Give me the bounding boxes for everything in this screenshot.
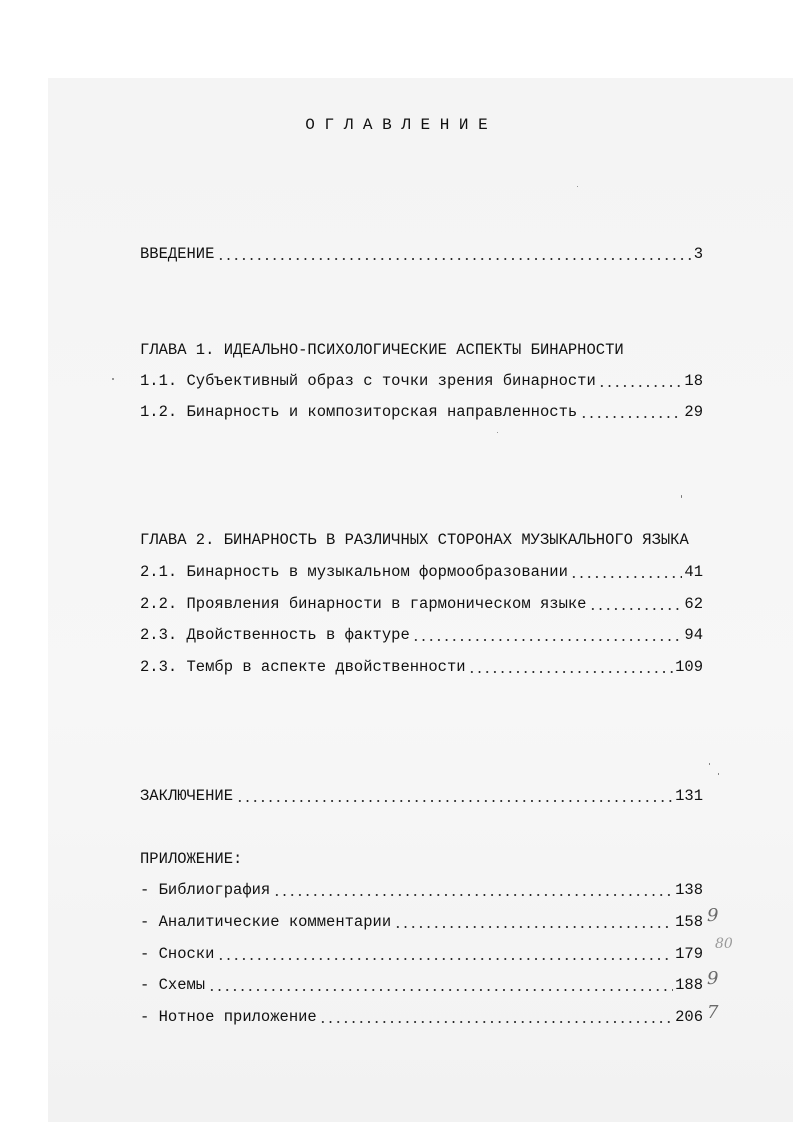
toc-entry-label: 1.2. Бинарность и композиторская направленность — [140, 403, 578, 421]
toc-page-number: 3 — [693, 245, 703, 263]
page-title: О Г Л А В Л Е Н И Е — [305, 116, 488, 134]
scan-speck — [718, 773, 719, 775]
toc-entry-1-1 — [140, 370, 703, 392]
toc-page-number: 94 — [684, 626, 703, 644]
toc-page-number: 138 — [675, 881, 703, 899]
scan-speck — [709, 763, 710, 765]
toc-entry-2-1 — [140, 561, 703, 583]
toc-entry-2-4 — [140, 656, 703, 678]
handwritten-mark: 7 — [707, 1002, 719, 1023]
appendix-heading: ПРИЛОЖЕНИЕ: — [140, 850, 243, 868]
toc-page-number: 131 — [675, 787, 703, 805]
dot-leader — [412, 639, 682, 641]
dot-leader — [589, 608, 682, 610]
toc-entry-label: 2.1. Бинарность в музыкальном формообразовании — [140, 563, 568, 581]
toc-entry-label: 1.1. Субъективный образ с точки зрения бинарности — [140, 372, 596, 390]
dot-leader — [217, 958, 673, 960]
dot-leader — [570, 576, 682, 578]
scan-speck — [497, 432, 498, 433]
toc-entry-label: - Схемы — [140, 976, 206, 994]
toc-entry-2-3 — [140, 624, 703, 646]
dot-leader — [319, 1021, 673, 1023]
toc-entry-label: - Сноски — [140, 945, 215, 963]
toc-page-number: 179 — [675, 945, 703, 963]
toc-page-number: 109 — [675, 658, 703, 676]
scan-speck — [577, 186, 578, 187]
toc-entry-label: ВВЕДЕНИЕ — [140, 245, 215, 263]
toc-entry-label: 2.2. Проявления бинарности в гармоническом языке — [140, 595, 587, 613]
toc-entry-footnotes — [140, 943, 703, 965]
toc-entry-analytical-comments — [140, 911, 703, 933]
handwritten-mark: 9 — [707, 968, 719, 989]
toc-page-number: 62 — [684, 595, 703, 613]
dot-leader — [394, 926, 673, 928]
toc-entry-label: - Аналитические комментарии — [140, 913, 392, 931]
toc-page-number: 158 — [675, 913, 703, 931]
scan-speck — [681, 495, 682, 498]
chapter-1-heading: ГЛАВА 1. ИДЕАЛЬНО-ПСИХОЛОГИЧЕСКИЕ АСПЕКТЫ БИНАРНОСТИ — [140, 341, 624, 359]
chapter-2-heading: ГЛАВА 2. БИНАРНОСТЬ В РАЗЛИЧНЫХ СТОРОНАХ МУЗЫКАЛЬНОГО ЯЗЫКА — [140, 531, 689, 549]
toc-page-number: 188 — [675, 976, 703, 994]
toc-entry-1-2 — [140, 401, 703, 423]
handwritten-mark: 9 — [707, 905, 719, 926]
toc-entry-intro — [140, 243, 703, 265]
dot-leader — [580, 416, 682, 418]
toc-entry-2-2 — [140, 593, 703, 615]
toc-entry-bibliography — [140, 879, 703, 901]
toc-entry-music-appendix — [140, 1006, 703, 1028]
toc-entry-label: - Библиография — [140, 881, 271, 899]
dot-leader — [598, 385, 682, 387]
toc-entry-label: - Нотное приложение — [140, 1008, 317, 1026]
toc-entry-conclusion — [140, 785, 703, 807]
dot-leader — [208, 989, 673, 991]
handwritten-mark: 80 — [715, 936, 733, 952]
toc-entry-schemes — [140, 974, 703, 996]
toc-page-number: 41 — [684, 563, 703, 581]
toc-entry-label: 2.3. Тембр в аспекте двойственности — [140, 658, 466, 676]
dot-leader — [273, 894, 673, 896]
toc-page-number: 18 — [684, 372, 703, 390]
toc-entry-label: 2.3. Двойственность в фактуре — [140, 626, 410, 644]
scan-speck — [112, 378, 114, 380]
dot-leader — [468, 671, 673, 673]
toc-page-number: 29 — [684, 403, 703, 421]
dot-leader — [236, 800, 673, 802]
dot-leader — [217, 258, 691, 260]
toc-page-number: 206 — [675, 1008, 703, 1026]
toc-entry-label: ЗАКЛЮЧЕНИЕ — [140, 787, 234, 805]
